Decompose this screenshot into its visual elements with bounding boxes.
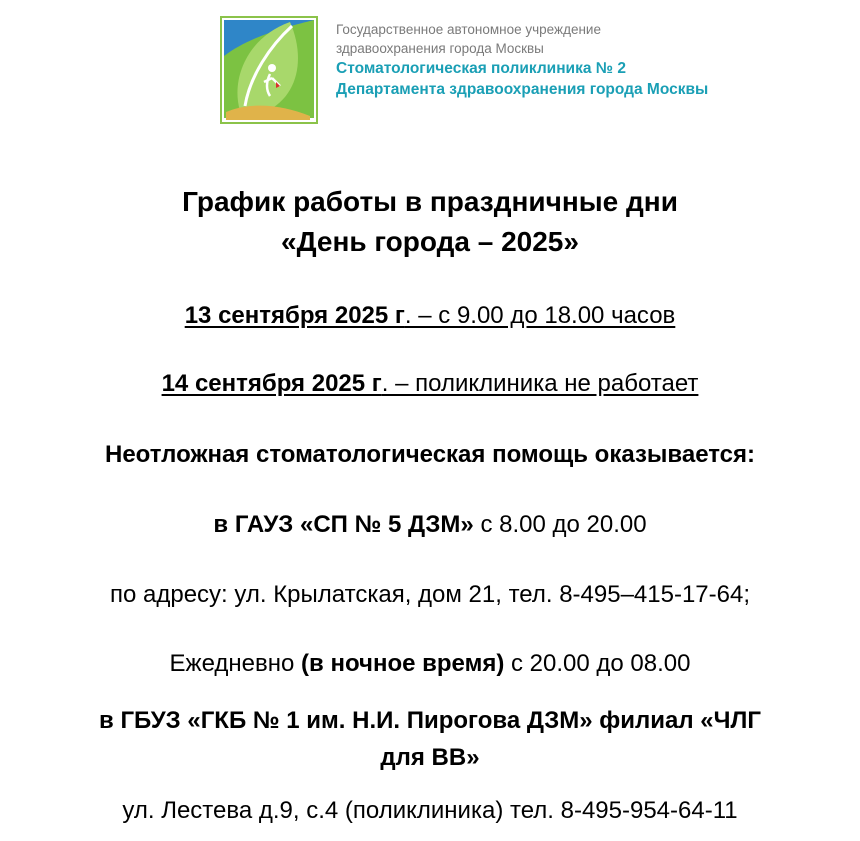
urgent-heading: Неотложная стоматологическая помощь оказывается: — [104, 441, 756, 468]
organization-name — [336, 20, 816, 100]
clinic-1-line — [0, 511, 860, 539]
schedule-day-1-text: . – с 9.00 до 18.00 часов — [404, 302, 676, 329]
schedule-day-1-date: 13 сентября 2025 г — [184, 302, 405, 329]
schedule-day-2 — [0, 370, 860, 398]
title-line-1: График работы в праздничные дни — [182, 186, 678, 217]
org-line-3: Стоматологическая поликлиника № 2 — [336, 60, 626, 77]
header — [220, 16, 820, 128]
clinic-2-line-2: для ВВ» — [380, 744, 480, 771]
org-line-2: здравоохранения города Москвы — [336, 41, 544, 56]
schedule-day-2-date: 14 сентября 2025 г — [161, 370, 382, 397]
clinic-1-name: в ГАУЗ «СП № 5 ДЗМ» — [213, 511, 474, 538]
night-line — [0, 650, 860, 678]
night-hours: с 20.00 до 08.00 — [504, 650, 691, 677]
schedule-day-1 — [0, 302, 860, 330]
leaf-person-logo — [220, 16, 320, 126]
night-prefix: Ежедневно — [169, 650, 302, 677]
clinic-1-address: по адресу: ул. Крылатская, дом 21, тел. 8-495–415-17-64; — [109, 581, 751, 608]
schedule-day-2-text: . – поликлиника не работает — [381, 370, 699, 397]
title-line-2: «День города – 2025» — [281, 226, 579, 257]
org-line-4: Департамента здравоохранения города Москвы — [336, 81, 709, 98]
clinic-2-line-1: в ГБУЗ «ГКБ № 1 им. Н.И. Пирогова ДЗМ» филиал «ЧЛГ — [99, 707, 761, 734]
clinic-2-address: ул. Лестева д.9, с.4 (поликлиника) тел. 8-495-954-64-11 — [122, 797, 738, 824]
clinic-1-hours: с 8.00 до 20.00 — [473, 511, 647, 538]
org-line-1: Государственное автономное учреждение — [336, 22, 601, 37]
night-label: (в ночное время) — [301, 650, 505, 677]
